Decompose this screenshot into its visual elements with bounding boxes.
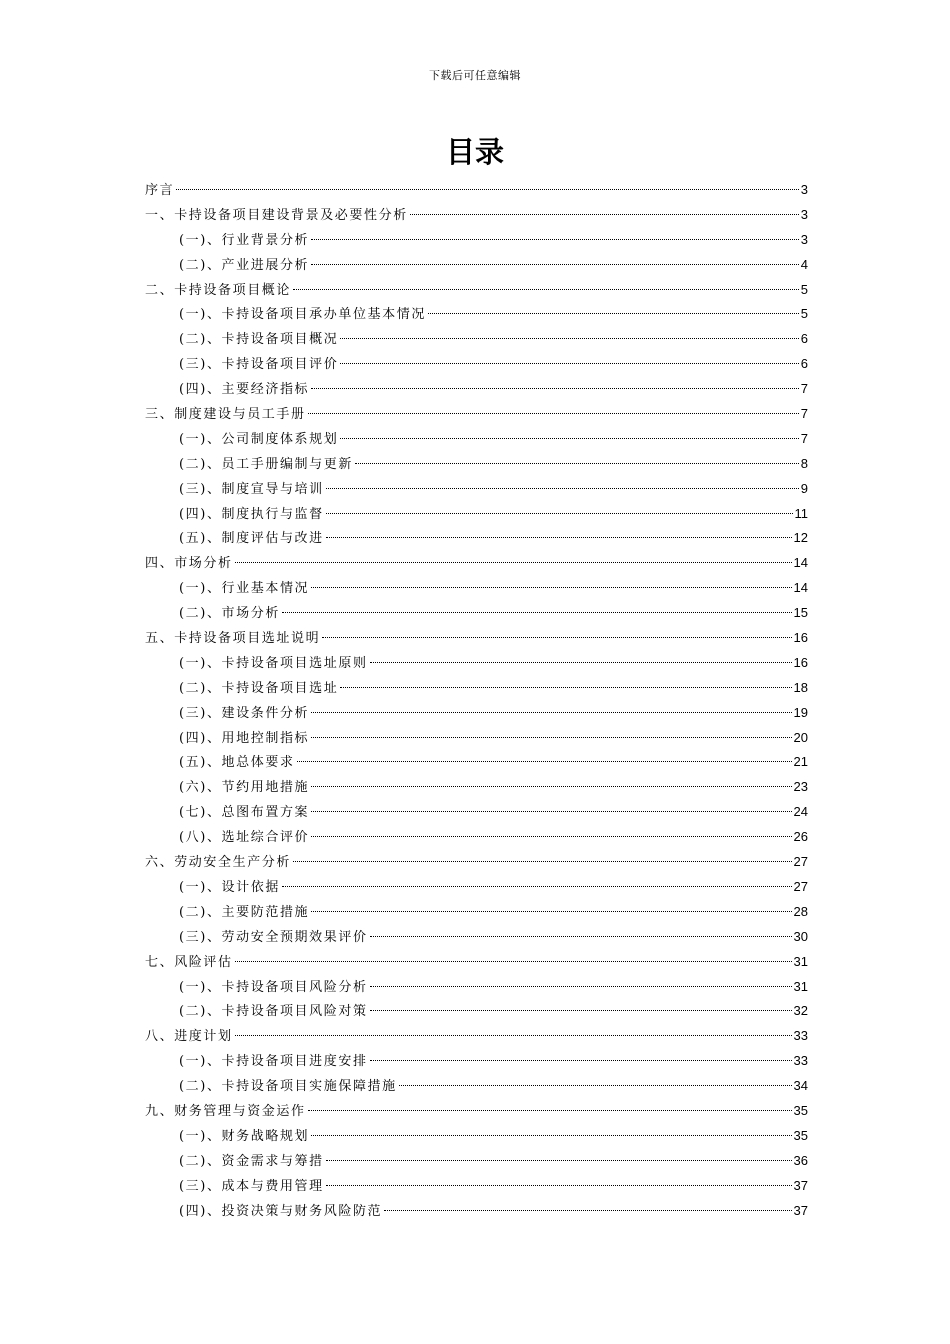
toc-entry-title: 序言	[145, 183, 175, 198]
toc-entry-title: (二)、市场分析	[179, 606, 280, 622]
toc-entry-page-number: 37	[793, 1202, 808, 1218]
toc-entry-title: (一)、卡持设备项目选址原则	[179, 655, 368, 671]
toc-entry-title: 四、市场分析	[145, 556, 233, 572]
toc-dot-leader	[340, 363, 798, 364]
toc-entry-title: (三)、制度宣导与培训	[179, 481, 324, 497]
toc-entry-title: (二)、员工手册编制与更新	[179, 456, 353, 472]
toc-dot-leader	[311, 737, 791, 738]
toc-dot-leader	[311, 587, 791, 588]
toc-entry-page-number: 8	[800, 455, 808, 471]
toc-entry[interactable]	[145, 775, 808, 800]
toc-entry-page-number: 4	[800, 256, 808, 272]
toc-entry-title: (三)、建设条件分析	[179, 705, 310, 721]
toc-dot-leader	[293, 861, 792, 862]
toc-entry-page-number: 33	[793, 1028, 808, 1044]
toc-dot-leader	[410, 214, 799, 215]
toc-dot-leader	[326, 488, 799, 489]
toc-dot-leader	[176, 189, 799, 190]
toc-entry-page-number: 21	[793, 754, 808, 770]
toc-entry-page-number: 24	[793, 804, 808, 820]
toc-entry[interactable]	[145, 377, 808, 402]
toc-dot-leader	[235, 562, 792, 563]
toc-entry[interactable]	[145, 576, 808, 601]
toc-entry-page-number: 31	[793, 978, 808, 994]
toc-entry-title: 九、财务管理与资金运作	[145, 1103, 306, 1119]
toc-entry[interactable]	[145, 551, 808, 576]
toc-entry-title: (三)、成本与费用管理	[179, 1178, 324, 1194]
toc-entry[interactable]	[145, 1049, 808, 1074]
toc-entry-title: (二)、主要防范措施	[179, 904, 310, 920]
toc-dot-leader	[399, 1085, 792, 1086]
toc-entry[interactable]	[145, 278, 808, 303]
table-of-contents	[145, 178, 808, 1223]
toc-entry[interactable]	[145, 427, 808, 452]
toc-entry-page-number: 28	[793, 903, 808, 919]
toc-dot-leader	[308, 413, 799, 414]
toc-entry-page-number: 14	[793, 580, 808, 596]
toc-dot-leader	[235, 961, 792, 962]
toc-dot-leader	[311, 786, 791, 787]
toc-dot-leader	[311, 712, 791, 713]
toc-entry[interactable]	[145, 228, 808, 253]
toc-entry-page-number: 27	[793, 854, 808, 870]
toc-dot-leader	[340, 438, 798, 439]
toc-entry[interactable]	[145, 651, 808, 676]
header-note: 下载后可任意编辑	[429, 69, 521, 82]
toc-entry-title: (三)、劳动安全预期效果评价	[179, 929, 368, 945]
toc-dot-leader	[428, 313, 799, 314]
toc-entry-title: (五)、制度评估与改进	[179, 531, 324, 547]
toc-entry-title: (四)、制度执行与监督	[179, 506, 324, 522]
toc-entry-title: 六、劳动安全生产分析	[145, 855, 292, 871]
toc-entry[interactable]	[145, 975, 808, 1000]
toc-entry-title: 三、制度建设与员工手册	[145, 407, 306, 423]
toc-entry-title: (二)、资金需求与筹措	[179, 1153, 324, 1169]
toc-entry-page-number: 7	[800, 406, 808, 422]
toc-dot-leader	[293, 289, 799, 290]
toc-entry-page-number: 35	[793, 1102, 808, 1118]
toc-entry-title: (六)、节约用地措施	[179, 780, 310, 796]
toc-dot-leader	[370, 1060, 792, 1061]
toc-entry[interactable]	[145, 701, 808, 726]
toc-entry-page-number: 6	[800, 356, 808, 372]
toc-entry-page-number: 7	[800, 430, 808, 446]
toc-entry-title: (一)、公司制度体系规划	[179, 431, 339, 447]
toc-entry-title: (二)、卡持设备项目概况	[179, 332, 339, 348]
toc-dot-leader	[282, 612, 792, 613]
toc-entry[interactable]	[145, 850, 808, 875]
toc-entry[interactable]	[145, 1024, 808, 1049]
toc-entry[interactable]	[145, 676, 808, 701]
toc-dot-leader	[370, 662, 792, 663]
toc-entry[interactable]	[145, 502, 808, 527]
toc-entry-page-number: 11	[794, 505, 808, 521]
toc-entry[interactable]	[145, 1124, 808, 1149]
toc-entry-title: (一)、设计依据	[179, 879, 280, 895]
toc-entry-page-number: 35	[793, 1127, 808, 1143]
toc-dot-leader	[235, 1035, 792, 1036]
toc-entry-page-number: 16	[793, 654, 808, 670]
toc-dot-leader	[340, 687, 791, 688]
toc-entry-title: (四)、主要经济指标	[179, 382, 310, 398]
toc-entry-page-number: 7	[800, 381, 808, 397]
toc-entry-page-number: 16	[793, 630, 808, 646]
toc-entry[interactable]	[145, 750, 808, 775]
toc-entry[interactable]	[145, 726, 808, 751]
toc-entry-title: (五)、地总体要求	[179, 755, 295, 771]
toc-entry-page-number: 14	[793, 555, 808, 571]
toc-entry[interactable]	[145, 302, 808, 327]
toc-entry[interactable]	[145, 875, 808, 900]
toc-entry-page-number: 31	[793, 953, 808, 969]
toc-entry-title: (一)、行业基本情况	[179, 581, 310, 597]
toc-entry[interactable]	[145, 1149, 808, 1174]
toc-dot-leader	[370, 1010, 792, 1011]
toc-dot-leader	[355, 463, 799, 464]
toc-dot-leader	[282, 886, 792, 887]
toc-entry[interactable]	[145, 203, 808, 228]
toc-dot-leader	[311, 239, 799, 240]
toc-dot-leader	[326, 537, 792, 538]
toc-dot-leader	[370, 986, 792, 987]
toc-dot-leader	[370, 936, 792, 937]
toc-entry[interactable]	[145, 352, 808, 377]
toc-entry[interactable]	[145, 601, 808, 626]
toc-dot-leader	[311, 836, 791, 837]
toc-entry-title: (四)、投资决策与财务风险防范	[179, 1203, 383, 1219]
toc-entry[interactable]	[145, 402, 808, 427]
toc-entry-title: (四)、用地控制指标	[179, 730, 310, 746]
toc-entry-title: 五、卡持设备项目选址说明	[145, 631, 321, 647]
toc-entry-title: (一)、卡持设备项目风险分析	[179, 979, 368, 995]
toc-entry-page-number: 33	[793, 1053, 808, 1069]
toc-entry-page-number: 26	[793, 829, 808, 845]
toc-entry[interactable]	[145, 800, 808, 825]
toc-entry-title: (一)、卡持设备项目承办单位基本情况	[179, 307, 426, 323]
toc-entry[interactable]	[145, 253, 808, 278]
toc-entry[interactable]	[145, 452, 808, 477]
toc-entry[interactable]	[145, 477, 808, 502]
toc-entry[interactable]	[145, 1174, 808, 1199]
toc-entry[interactable]	[145, 1099, 808, 1124]
toc-entry-title: (二)、卡持设备项目选址	[179, 680, 339, 696]
toc-entry-title: 二、卡持设备项目概论	[145, 282, 292, 298]
toc-dot-leader	[384, 1210, 791, 1211]
toc-dot-leader	[322, 637, 791, 638]
toc-dot-leader	[326, 1185, 792, 1186]
toc-entry-title: (二)、卡持设备项目风险对策	[179, 1004, 368, 1020]
toc-dot-leader	[308, 1110, 792, 1111]
toc-entry-title: (一)、行业背景分析	[179, 232, 310, 248]
toc-entry-title: (二)、产业进展分析	[179, 257, 310, 273]
toc-entry[interactable]	[145, 925, 808, 950]
toc-entry-page-number: 20	[793, 729, 808, 745]
toc-entry-title: (一)、卡持设备项目进度安排	[179, 1054, 368, 1070]
toc-entry-page-number: 37	[793, 1177, 808, 1193]
toc-title: 目录	[445, 135, 504, 169]
toc-entry-page-number: 32	[793, 1003, 808, 1019]
toc-entry[interactable]	[145, 1199, 808, 1224]
toc-entry[interactable]	[145, 900, 808, 925]
toc-entry-page-number: 9	[800, 480, 808, 496]
toc-entry-page-number: 23	[793, 779, 808, 795]
toc-entry[interactable]	[145, 825, 808, 850]
toc-dot-leader	[326, 513, 793, 514]
toc-entry-page-number: 19	[793, 704, 808, 720]
toc-dot-leader	[311, 264, 799, 265]
toc-entry-title: (三)、卡持设备项目评价	[179, 357, 339, 373]
toc-entry[interactable]	[145, 626, 808, 651]
toc-entry-title: 七、风险评估	[145, 954, 233, 970]
toc-dot-leader	[311, 911, 791, 912]
toc-entry[interactable]	[145, 950, 808, 975]
toc-entry-title: (二)、卡持设备项目实施保障措施	[179, 1079, 397, 1095]
toc-dot-leader	[311, 1135, 791, 1136]
toc-entry-title: (一)、财务战略规划	[179, 1128, 310, 1144]
toc-entry-page-number: 3	[800, 231, 808, 247]
toc-entry-title: (七)、总图布置方案	[179, 805, 310, 821]
toc-entry[interactable]	[145, 178, 808, 203]
toc-entry-page-number: 5	[800, 306, 808, 322]
toc-entry[interactable]	[145, 526, 808, 551]
toc-entry-page-number: 3	[800, 182, 808, 197]
toc-entry-page-number: 6	[800, 331, 808, 347]
toc-entry[interactable]	[145, 999, 808, 1024]
toc-entry-title: 一、卡持设备项目建设背景及必要性分析	[145, 207, 408, 223]
toc-entry-title: 八、进度计划	[145, 1029, 233, 1045]
toc-dot-leader	[340, 338, 798, 339]
toc-entry-page-number: 18	[793, 679, 808, 695]
toc-entry-title: (八)、选址综合评价	[179, 830, 310, 846]
toc-entry-page-number: 36	[793, 1152, 808, 1168]
toc-dot-leader	[311, 388, 799, 389]
toc-entry[interactable]	[145, 1074, 808, 1099]
toc-dot-leader	[311, 811, 791, 812]
toc-entry-page-number: 34	[793, 1078, 808, 1094]
toc-entry[interactable]	[145, 327, 808, 352]
toc-entry-page-number: 12	[793, 530, 808, 546]
toc-entry-page-number: 15	[793, 605, 808, 621]
toc-dot-leader	[326, 1160, 792, 1161]
toc-entry-page-number: 27	[793, 878, 808, 894]
toc-entry-page-number: 5	[800, 281, 808, 297]
toc-entry-page-number: 3	[800, 206, 808, 222]
toc-dot-leader	[297, 761, 792, 762]
toc-entry-page-number: 30	[793, 928, 808, 944]
